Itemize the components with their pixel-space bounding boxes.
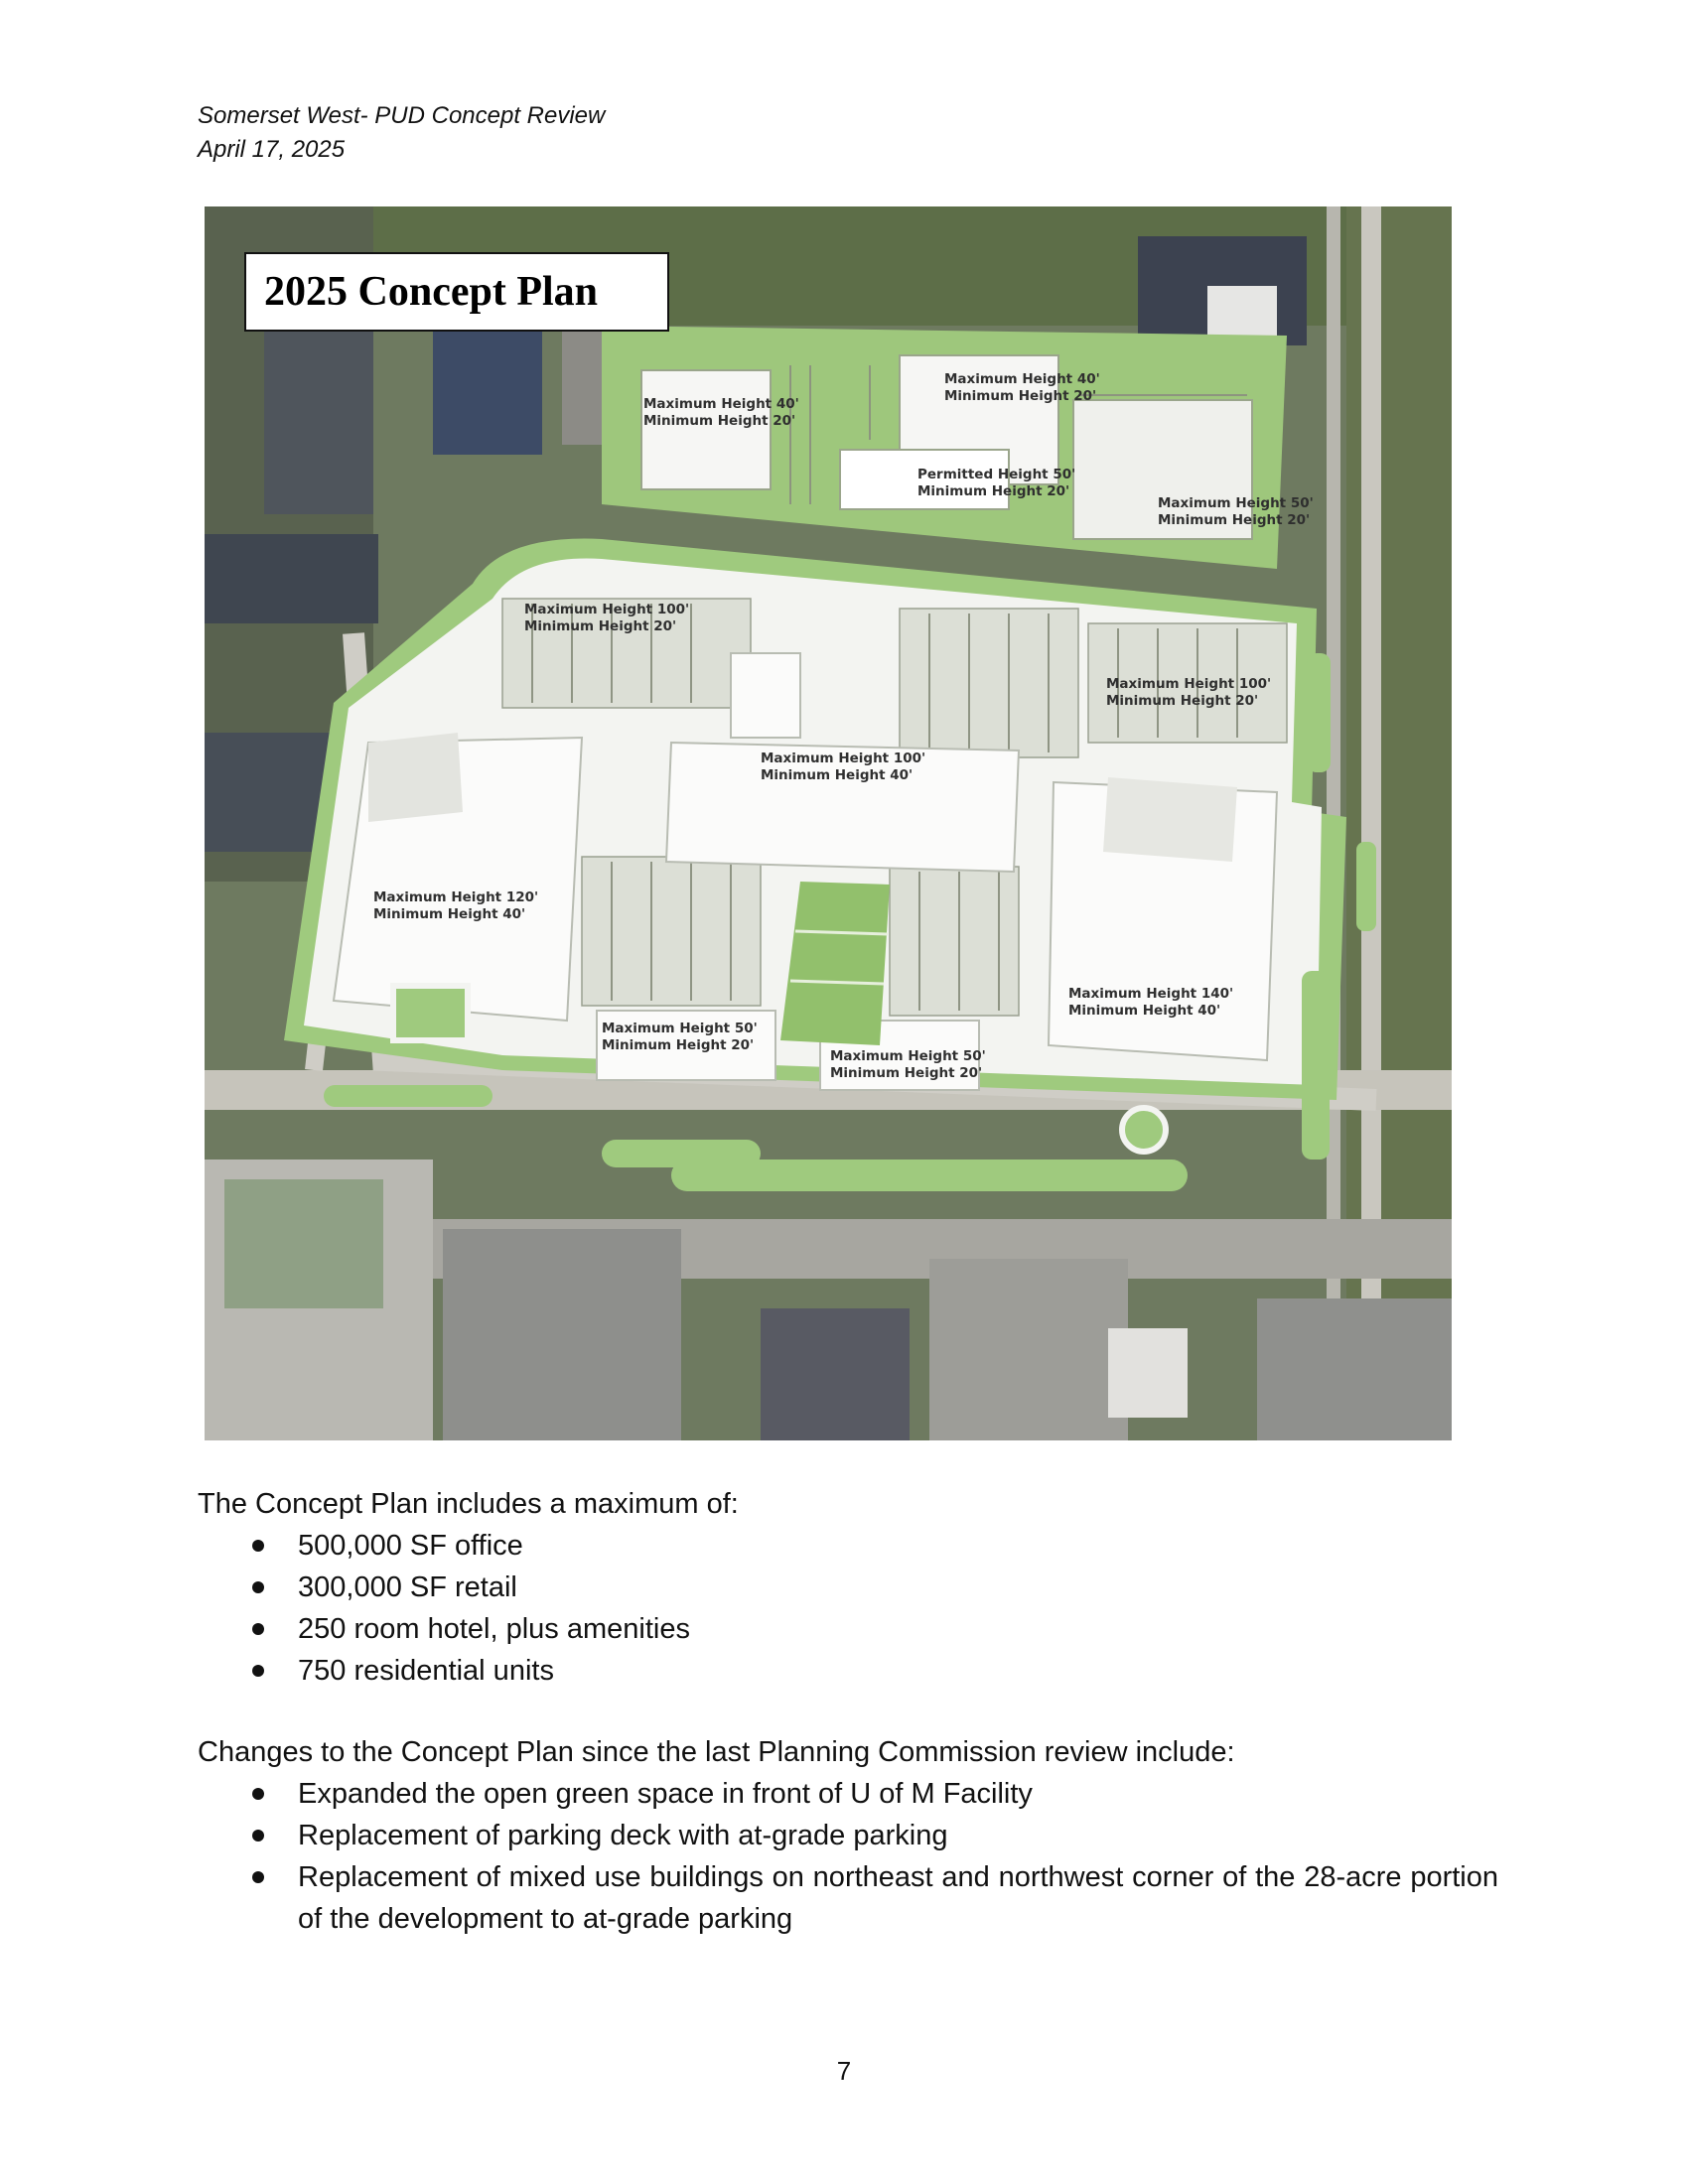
height-label-center-1: Maximum Height 100' <box>761 751 926 766</box>
list-item: Replacement of mixed use buildings on northeast and northwest corner of the 28-acre portion of the development to at-grade parking <box>198 1856 1498 1940</box>
header-date: April 17, 2025 <box>198 136 346 163</box>
section1-list <box>198 1525 1498 1692</box>
height-label-epark-2: Minimum Height 20' <box>1106 693 1259 709</box>
height-label-sw-2: Minimum Height 20' <box>602 1037 755 1053</box>
list-item: 750 residential units <box>198 1650 1498 1692</box>
figure-title: 2025 Concept Plan <box>244 252 669 332</box>
height-label-center-2: Minimum Height 40' <box>761 767 914 783</box>
height-label-nmid-1: Maximum Height 40' <box>944 371 1100 387</box>
list-item: Expanded the open green space in front of U of M Facility <box>198 1773 1498 1815</box>
height-label-sw-1: Maximum Height 50' <box>602 1021 758 1036</box>
concept-plan-aerial <box>205 206 1452 1440</box>
document-header <box>198 99 605 167</box>
height-label-s-2: Minimum Height 20' <box>830 1065 983 1081</box>
height-label-npermit-1: Permitted Height 50' <box>917 467 1076 482</box>
section1-intro: The Concept Plan includes a maximum of: <box>198 1488 739 1520</box>
list-item: 500,000 SF office <box>198 1525 1498 1567</box>
height-label-npermit-2: Minimum Height 20' <box>917 483 1070 499</box>
section2-intro: Changes to the Concept Plan since the last Planning Commission review include: <box>198 1736 1235 1768</box>
height-label-east-1: Maximum Height 140' <box>1068 986 1234 1002</box>
list-item: 250 room hotel, plus amenities <box>198 1608 1498 1650</box>
header-title: Somerset West- PUD Concept Review <box>198 102 606 129</box>
height-label-west-2: Minimum Height 40' <box>373 906 526 922</box>
height-label-s-1: Maximum Height 50' <box>830 1048 986 1064</box>
bullet-icon <box>252 1623 264 1635</box>
bullet-icon <box>252 1540 264 1552</box>
height-label-epark-1: Maximum Height 100' <box>1106 676 1272 692</box>
height-label-wpark-2: Minimum Height 20' <box>524 618 677 634</box>
page-number: 7 <box>836 2056 852 2086</box>
height-label-nw-1: Maximum Height 40' <box>643 396 799 412</box>
height-label-wpark-1: Maximum Height 100' <box>524 602 690 617</box>
height-label-ne-1: Maximum Height 50' <box>1158 495 1314 511</box>
section2-list <box>198 1773 1498 1940</box>
height-label-nw-2: Minimum Height 20' <box>643 413 796 429</box>
height-label-ne-2: Minimum Height 20' <box>1158 512 1311 528</box>
bullet-icon <box>252 1581 264 1593</box>
height-label-west-1: Maximum Height 120' <box>373 889 539 905</box>
concept-plan-figure <box>205 206 1452 1440</box>
height-label-east-2: Minimum Height 40' <box>1068 1003 1221 1019</box>
bullet-icon <box>252 1830 264 1842</box>
height-label-nmid-2: Minimum Height 20' <box>944 388 1097 404</box>
bullet-icon <box>252 1665 264 1677</box>
bullet-icon <box>252 1788 264 1800</box>
list-item: Replacement of parking deck with at-grade parking <box>198 1815 1498 1856</box>
bullet-icon <box>252 1871 264 1883</box>
list-item: 300,000 SF retail <box>198 1567 1498 1608</box>
